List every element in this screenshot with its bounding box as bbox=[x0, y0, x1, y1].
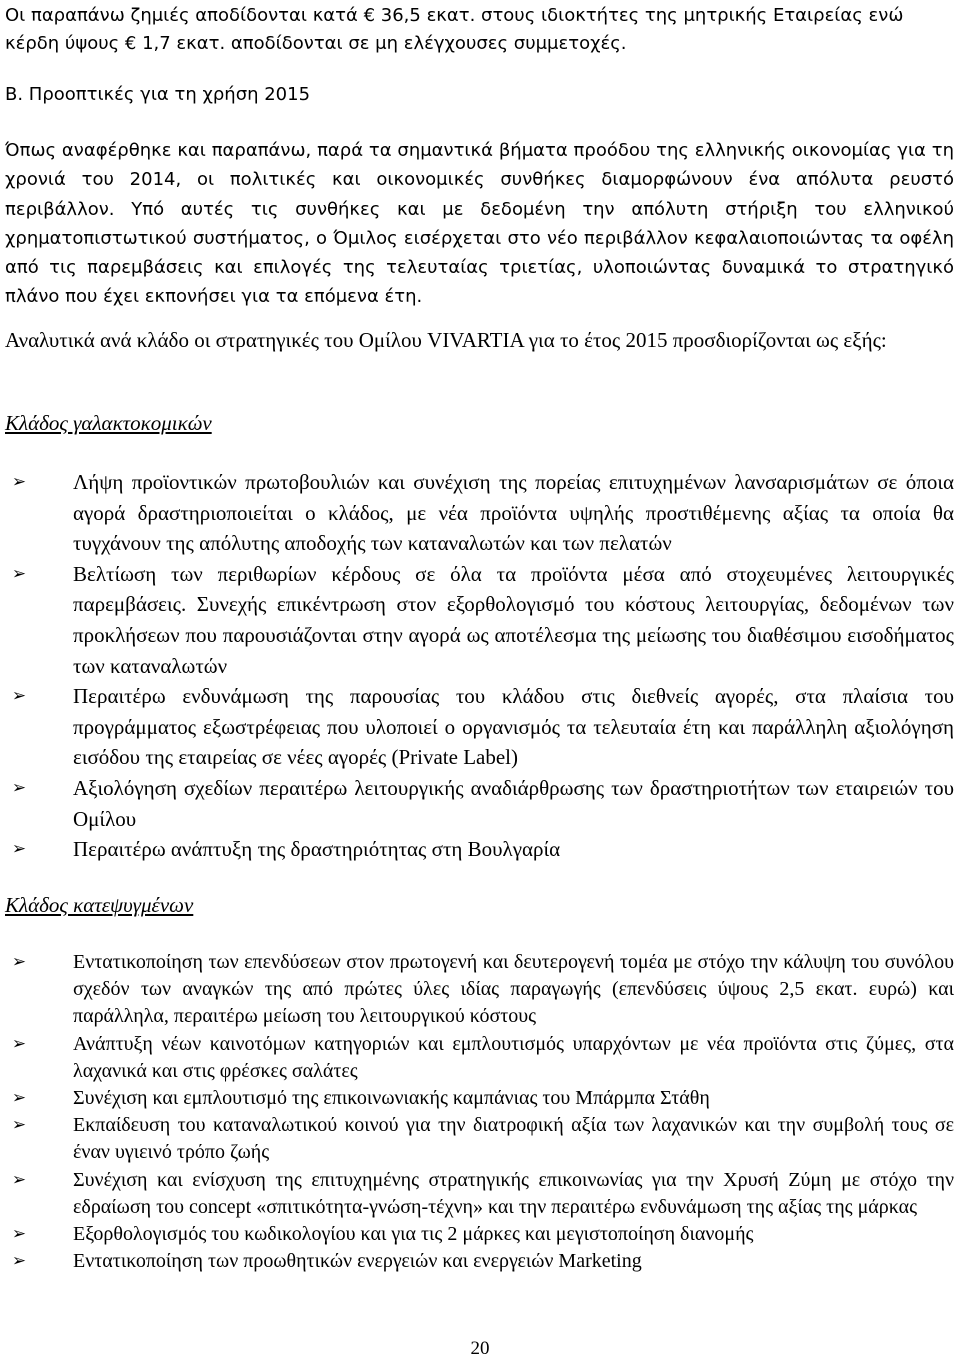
arrow-bullet-icon: ➢ bbox=[11, 839, 27, 860]
list-item: ➢ Βελτίωση των περιθωρίων κέρδους σε όλα τα προϊόντα μέσα από στοχευμένες λειτουργικές παρεμβάσεις. Συνεχής επικέντρωση στον εξορθολογισμό του κόστους λειτουργίας, δεδομένων των προκλήσεων που παρουσιάζονται στην αγορά ως αποτέλεσμα της μείωσης του διαθέσιμου εισοδήματος των καταναλωτών bbox=[5, 559, 954, 681]
prospects-paragraph: Όπως αναφέρθηκε και παραπάνω, παρά τα σημαντικά βήματα προόδου της ελληνικής οικονομίας για τη χρονιά του 2014, οι πολιτικές και οικονομικές συνθήκες διαμορφώνουν ένα απόλυτα ρευστό περιβάλλον. Υπό αυτές τις συνθήκες και με δεδομένη την απόλυτη στήριξη του ελληνικού χρηματοπιστωτικού συστήματος, ο Όμιλος εισέρχεται στο νέο περιβάλλον κεφαλαιοποιώντας τα οφέλη από τις παρεμβάσεις και επιλογές της τελευταίας τριετίας, υλοποιώντας δυναμικά το στρατηγικό πλάνο που έχει εκπονήσει για τα επόμενα έτη. bbox=[5, 140, 954, 308]
list-item: ➢ Αξιολόγηση σχεδίων περαιτέρω λειτουργικής αναδιάρθρωσης των δραστηριοτήτων των εταιρειών του Ομίλου bbox=[5, 773, 954, 834]
arrow-bullet-icon: ➢ bbox=[11, 1251, 27, 1272]
section-heading: B. Προοπτικές για τη χρήση 2015 bbox=[5, 84, 311, 105]
intro-paragraph: Οι παραπάνω ζημιές αποδίδονται κατά € 36,5 εκατ. στους ιδιοκτήτες της μητρικής Εταιρείας ενώ κέρδη ύψους € 1,7 εκατ. αποδίδονται σε μη ελέγχουσες συμμετοχές. bbox=[5, 5, 904, 54]
arrow-bullet-icon: ➢ bbox=[11, 472, 27, 492]
arrow-bullet-icon: ➢ bbox=[11, 1115, 27, 1136]
arrow-bullet-icon: ➢ bbox=[11, 1088, 27, 1109]
list-item: ➢ Περαιτέρω ανάπτυξη της δραστηριότητας στη Βουλγαρία bbox=[5, 834, 954, 865]
dairy-heading: Κλάδος γαλακτοκομικών bbox=[5, 411, 212, 435]
page-number: 20 bbox=[470, 1338, 490, 1359]
list-item: ➢ Περαιτέρω ενδυνάμωση της παρουσίας του κλάδου στις διεθνείς αγορές, στα πλαίσια του προγράμματος εξωστρέφειας που υλοποιεί ο οργανισμός τα τελευταία έτη και παράλληλη αξιολόγηση εισόδου της εταιρείας σε νέες αγορές (Private Label) bbox=[5, 681, 954, 773]
arrow-bullet-icon: ➢ bbox=[11, 1033, 27, 1054]
frozen-heading: Κλάδος κατεψυγμένων bbox=[5, 893, 194, 917]
list-item: ➢ Εκπαίδευση του καταναλωτικού κοινού για την διατροφική αξία των λαχανικών και την συμβολή τους σε έναν υγιεινό τρόπο ζωής bbox=[5, 1112, 954, 1166]
arrow-bullet-icon: ➢ bbox=[11, 563, 27, 584]
list-item: ➢ Εξορθολογισμός του κωδικολογίου και για τις 2 μάρκες και μεγιστοποίηση διανομής bbox=[5, 1221, 954, 1248]
list-item: ➢ Ανάπτυξη νέων καινοτόμων κατηγοριών και εμπλουτισμός υπαρχόντων με νέα προϊόντα στις ζύμες, στα λαχανικά και στις φρέσκες σαλάτες bbox=[5, 1031, 954, 1085]
list-item: ➢ Εντατικοποίηση των επενδύσεων στον πρωτογενή και δευτερογενή τομέα με στόχο την κάλυψη του συνόλου σχεδόν των αναγκών της από πρώτες ύλες ιδίας παραγωγής (επενδύσεις ύψους 2,5 εκατ. ευρώ) και παράλληλα, περαιτέρω μείωση του λειτουργικού κόστους bbox=[5, 949, 954, 1031]
arrow-bullet-icon: ➢ bbox=[11, 952, 27, 972]
frozen-bullet-list bbox=[5, 949, 954, 1275]
arrow-bullet-icon: ➢ bbox=[11, 1169, 27, 1190]
list-item: ➢ Λήψη προϊοντικών πρωτοβουλιών και συνέχιση της πορείας επιτυχημένων λανσαρισμάτων σε όποια αγορά δραστηριοποιείται ο κλάδος, με νέα προϊόντα υψηλής προστιθέμενης αξίας τα οποία θα τυγχάνουν της απόλυτης αποδοχής των καταναλωτών και των πελατών bbox=[5, 467, 954, 559]
list-item: ➢ Συνέχιση και εμπλουτισμό της επικοινωνιακής καμπάνιας του Μπάρμπα Στάθη bbox=[5, 1085, 954, 1112]
arrow-bullet-icon: ➢ bbox=[11, 686, 27, 707]
list-item: ➢ Συνέχιση και ενίσχυση της επιτυχημένης στρατηγικής επικοινωνίας για την Χρυσή Ζύμη με στόχο την εδραίωση του concept «σπιτικότητα-γνώση-τέχνη» και την περαιτέρω ενδυνάμωση της αξίας της μάρκας bbox=[5, 1167, 954, 1221]
strategies-paragraph: Αναλυτικά ανά κλάδο οι στρατηγικές του Ομίλου VIVARTIA για το έτος 2015 προσδιορίζονται ως εξής: bbox=[5, 328, 887, 352]
list-item: ➢ Εντατικοποίηση των προωθητικών ενεργειών και ενεργειών Marketing bbox=[5, 1248, 954, 1275]
dairy-bullet-list bbox=[5, 467, 954, 865]
arrow-bullet-icon: ➢ bbox=[11, 1224, 27, 1245]
arrow-bullet-icon: ➢ bbox=[11, 777, 27, 798]
